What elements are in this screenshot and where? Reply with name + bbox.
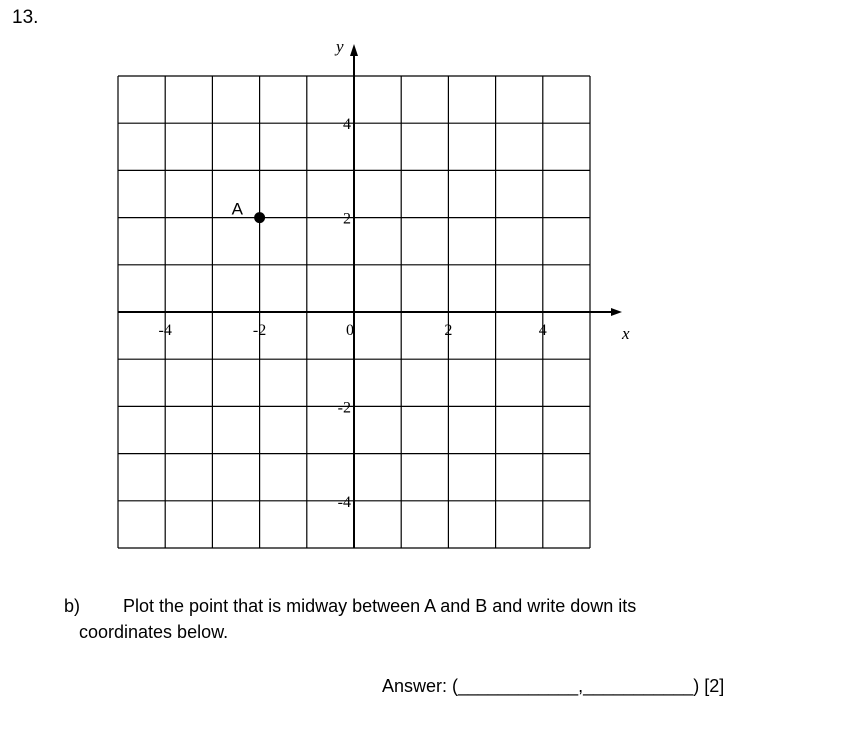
- point-a: [254, 212, 265, 223]
- x-tick-label: -4: [158, 322, 172, 339]
- x-axis-label: x: [622, 324, 630, 343]
- x-axis-arrow: [611, 308, 622, 316]
- y-tick-label: -4: [337, 493, 351, 511]
- question-prompt-line-2: coordinates below.: [79, 622, 229, 642]
- question-number: 13.: [12, 7, 39, 28]
- y-tick-label: 4: [343, 116, 351, 134]
- y-tick-label: 2: [343, 210, 351, 228]
- y-axis-label: y: [336, 37, 344, 56]
- y-axis-arrow: [350, 44, 358, 56]
- question-prompt-line-1: Plot the point that is midway between A and B and write down its: [123, 596, 637, 616]
- y-tick-label: -2: [337, 399, 351, 417]
- x-tick-label: 4: [538, 322, 547, 339]
- part-label: b): [64, 596, 81, 616]
- x-tick-label: 0: [346, 322, 354, 339]
- x-tick-label: -2: [252, 322, 267, 339]
- answer-line: Answer: (____________,___________) [2]: [382, 676, 725, 696]
- x-tick-label: 2: [444, 322, 453, 339]
- point-label: A: [231, 199, 243, 219]
